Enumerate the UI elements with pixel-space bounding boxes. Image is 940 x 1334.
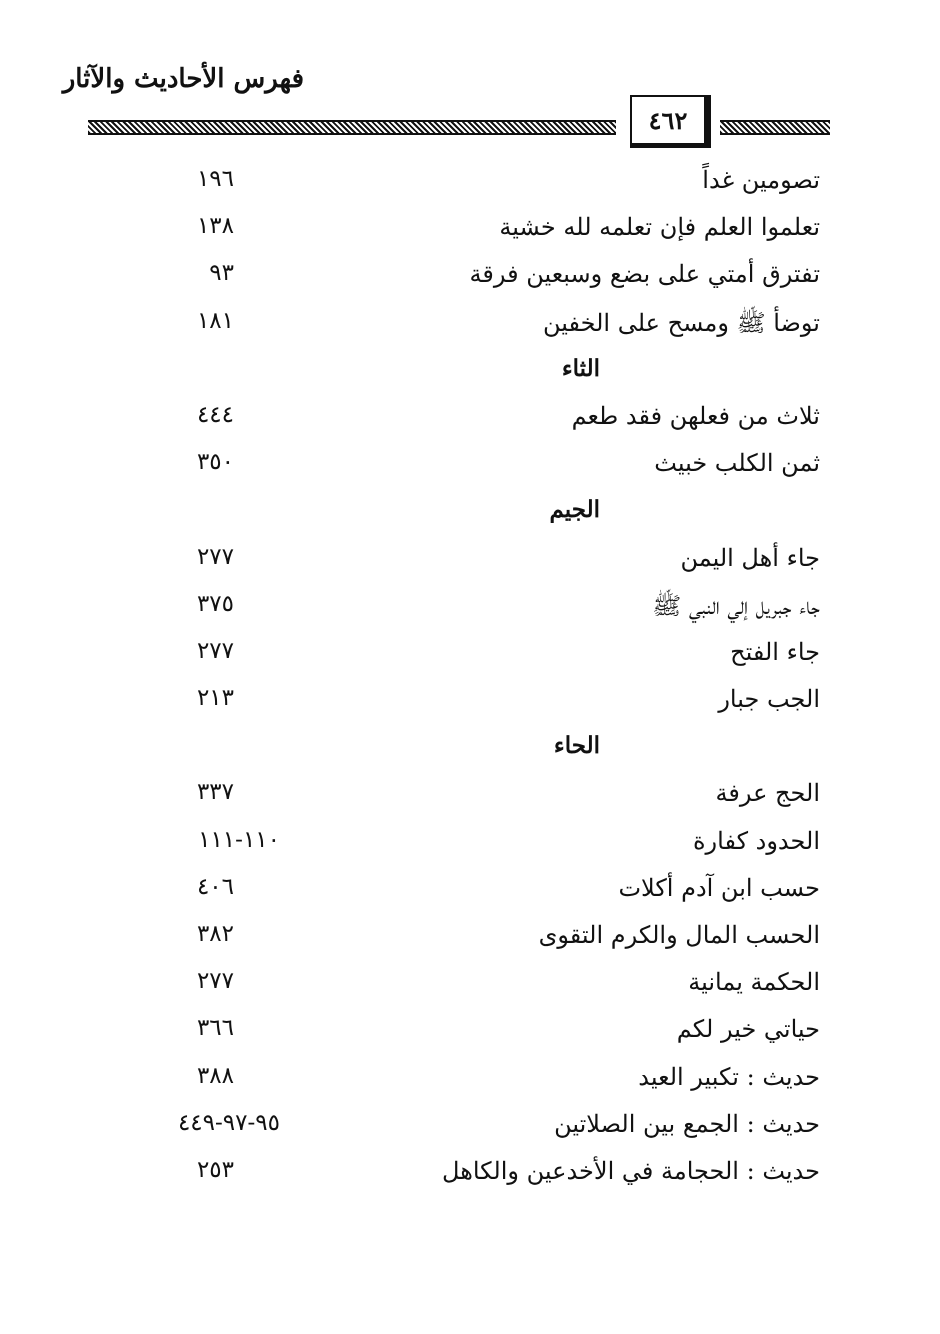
section-letter: الجيم (549, 496, 600, 524)
entry-text: تفترق أمتي على بضع وسبعين فرقة (469, 260, 820, 289)
entry-text: حديث : الحجامة في الأخدعين والكاهل (442, 1156, 820, 1185)
entry-pages: ٩٣ (209, 260, 234, 287)
entry-pages: ٤٤٤ (196, 401, 234, 428)
entry-pages: ٣٦٦ (196, 1015, 234, 1042)
page-number: ٤٦٢ (648, 105, 688, 135)
entry-text: تعلموا العلم فإن تعلمه لله خشية (499, 213, 820, 242)
index-entry (0, 304, 940, 351)
entry-pages: ٢٧٧ (196, 543, 234, 570)
index-entry (0, 162, 940, 209)
entry-text: ثلاث من فعلهن فقد طعم (571, 401, 820, 430)
entry-pages: ٢١٣ (196, 685, 234, 712)
header-title: فهرس الأحاديث والآثار (62, 64, 304, 94)
entry-pages: ١٣٨ (196, 213, 234, 240)
letter-section-heading (0, 351, 940, 398)
letter-section-heading (0, 728, 940, 775)
index-entry (0, 634, 940, 681)
section-letter: الثاء (561, 354, 600, 382)
index-entry (0, 256, 940, 303)
header-rule-right (720, 120, 830, 135)
entry-text: جاء أهل اليمن (680, 543, 820, 572)
index-entry (0, 1059, 940, 1106)
entry-pages: ٣٥٠ (196, 449, 234, 476)
entry-pages: ٢٧٧ (196, 968, 234, 995)
index-entry (0, 870, 940, 917)
entry-pages: ٣٧٥ (196, 590, 234, 617)
index-entry (0, 445, 940, 492)
index-entry (0, 1106, 940, 1153)
index-entry (0, 587, 940, 634)
section-letter: الحاء (553, 732, 600, 760)
index-entry (0, 917, 940, 964)
entry-text: حديث : الجمع بين الصلاتين (554, 1109, 820, 1138)
entry-text: ثمن الكلب خبيث (654, 449, 820, 478)
letter-section-heading (0, 492, 940, 539)
index-entry (0, 540, 940, 587)
entry-pages: ٣٣٧ (196, 779, 234, 806)
entry-text: حياتي خير لكم (676, 1015, 820, 1044)
index-entry (0, 775, 940, 822)
index-entry (0, 1011, 940, 1058)
entry-pages: ١٩٦ (196, 166, 234, 192)
entry-text: الحج عرفة (715, 779, 820, 808)
entry-text: الحكمة يمانية (688, 968, 820, 997)
entry-text: حديث : تكبير العيد (638, 1062, 820, 1091)
index-entry (0, 964, 940, 1011)
entry-pages: ٢٧٧ (196, 637, 234, 664)
entry-pages: ٣٨٢ (196, 921, 234, 947)
index-entry (0, 681, 940, 728)
entry-text: تصومين غداً (702, 166, 820, 194)
index-entries (0, 162, 940, 1200)
entry-text: الحدود كفارة (692, 826, 820, 855)
entry-text: توضأ ﷺ ومسح على الخفين (542, 308, 820, 337)
entry-pages: ٤٠٦ (196, 873, 234, 900)
page-number-box (630, 95, 711, 148)
entry-pages: ١٨١ (196, 307, 234, 334)
index-entry (0, 398, 940, 445)
entry-pages: ٣٨٨ (196, 1062, 234, 1089)
index-entry (0, 823, 940, 870)
entry-text: الحسب المال والكرم التقوى (538, 921, 820, 949)
entry-pages: ٢٥٣ (196, 1156, 234, 1183)
index-entry (0, 209, 940, 256)
entry-pages: ٩٥-٩٧-٤٤٩ (177, 1109, 280, 1136)
entry-text: جاء جبريل إلي النبي ﷺ (652, 591, 820, 620)
index-entry (0, 1153, 940, 1200)
entry-text: حسب ابن آدم أكلات (618, 873, 820, 902)
entry-pages: ١١٠-١١١ (198, 826, 280, 853)
entry-text: الجب جبار (718, 685, 820, 714)
header-rule-left (88, 120, 616, 135)
entry-text: جاء الفتح (730, 637, 820, 666)
